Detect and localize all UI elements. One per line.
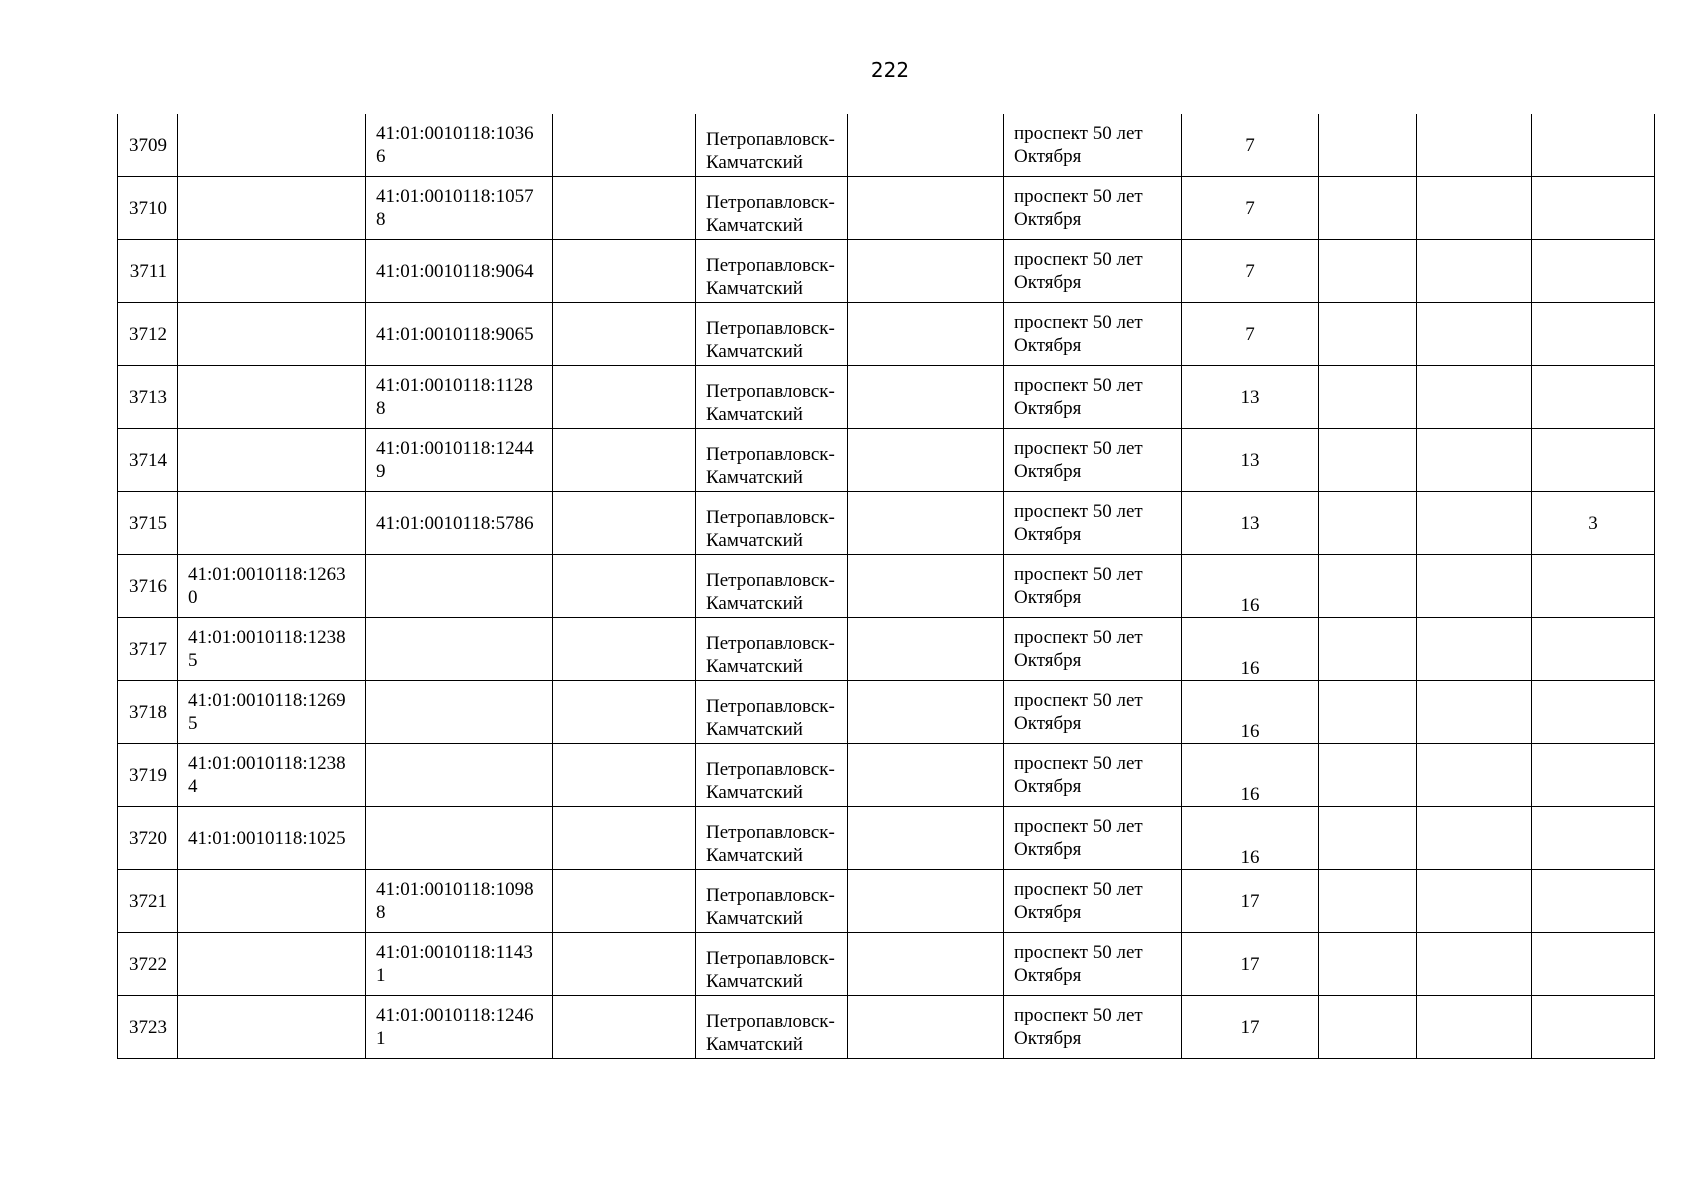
city-cell xyxy=(696,933,848,996)
house-number-text: 16 xyxy=(1240,784,1260,805)
street-cell xyxy=(1004,555,1182,618)
row-number-cell xyxy=(118,303,178,366)
empty-cell xyxy=(1319,303,1417,366)
city-cell xyxy=(696,618,848,681)
extra-value-cell xyxy=(1532,240,1655,303)
street-text: проспект 50 лет Октября xyxy=(1014,690,1143,734)
object-cadastral-text: 41:01:0010118:10988 xyxy=(376,879,534,923)
row-number-cell xyxy=(118,555,178,618)
row-number-text: 3712 xyxy=(129,323,167,345)
empty-cell xyxy=(553,177,696,240)
row-number-cell xyxy=(118,744,178,807)
house-number-cell xyxy=(1182,303,1319,366)
city-text: Петропавловск-Камчатский xyxy=(706,255,835,299)
empty-cell xyxy=(1417,933,1532,996)
object-cadastral-cell xyxy=(366,996,553,1059)
house-number-text: 7 xyxy=(1245,134,1255,156)
register-table xyxy=(117,114,1655,1059)
city-text: Петропавловск-Камчатский xyxy=(706,129,835,173)
empty-cell xyxy=(1417,366,1532,429)
house-number-text: 16 xyxy=(1240,658,1260,679)
land-cadastral-cell xyxy=(178,996,366,1059)
street-cell xyxy=(1004,618,1182,681)
city-cell xyxy=(696,681,848,744)
land-cadastral-text: 41:01:0010118:12384 xyxy=(188,753,346,797)
row-number-text: 3718 xyxy=(129,701,167,723)
house-number-cell xyxy=(1182,807,1319,870)
empty-cell xyxy=(1319,870,1417,933)
table-row xyxy=(118,744,1655,807)
row-number-text: 3715 xyxy=(129,512,167,534)
object-cadastral-text: 41:01:0010118:12461 xyxy=(376,1005,534,1049)
street-text: проспект 50 лет Октября xyxy=(1014,627,1143,671)
city-text: Петропавловск-Камчатский xyxy=(706,822,835,866)
land-cadastral-cell xyxy=(178,555,366,618)
empty-cell xyxy=(848,177,1004,240)
house-number-text: 13 xyxy=(1240,512,1260,534)
street-text: проспект 50 лет Октября xyxy=(1014,879,1143,923)
row-number-cell xyxy=(118,492,178,555)
extra-value-cell xyxy=(1532,555,1655,618)
empty-cell xyxy=(848,870,1004,933)
empty-cell xyxy=(1417,996,1532,1059)
object-cadastral-text: 41:01:0010118:12449 xyxy=(376,438,534,482)
street-text: проспект 50 лет Октября xyxy=(1014,1005,1143,1049)
extra-value-cell xyxy=(1532,303,1655,366)
extra-value-cell xyxy=(1532,996,1655,1059)
object-cadastral-cell xyxy=(366,807,553,870)
empty-cell xyxy=(1417,492,1532,555)
row-number-text: 3713 xyxy=(129,386,167,408)
house-number-cell xyxy=(1182,618,1319,681)
table-row xyxy=(118,240,1655,303)
empty-cell xyxy=(553,366,696,429)
row-number-cell xyxy=(118,366,178,429)
table-row xyxy=(118,996,1655,1059)
empty-cell xyxy=(1319,492,1417,555)
object-cadastral-cell xyxy=(366,240,553,303)
empty-cell xyxy=(1417,870,1532,933)
extra-value-cell xyxy=(1532,366,1655,429)
city-text: Петропавловск-Камчатский xyxy=(706,444,835,488)
house-number-text: 13 xyxy=(1240,449,1260,471)
empty-cell xyxy=(1319,429,1417,492)
empty-cell xyxy=(1319,114,1417,177)
house-number-text: 7 xyxy=(1245,323,1255,345)
table-row xyxy=(118,555,1655,618)
object-cadastral-text: 41:01:0010118:10366 xyxy=(376,123,534,167)
row-number-text: 3711 xyxy=(129,260,167,282)
house-number-cell xyxy=(1182,177,1319,240)
empty-cell xyxy=(553,492,696,555)
object-cadastral-text: 41:01:0010118:10578 xyxy=(376,186,534,230)
row-number-cell xyxy=(118,114,178,177)
row-number-cell xyxy=(118,618,178,681)
row-number-text: 3710 xyxy=(129,197,167,219)
row-number-cell xyxy=(118,177,178,240)
table-row xyxy=(118,681,1655,744)
object-cadastral-text: 41:01:0010118:5786 xyxy=(376,512,534,534)
street-cell xyxy=(1004,240,1182,303)
land-cadastral-cell xyxy=(178,744,366,807)
empty-cell xyxy=(553,240,696,303)
house-number-cell xyxy=(1182,492,1319,555)
object-cadastral-cell xyxy=(366,744,553,807)
city-cell xyxy=(696,303,848,366)
table-row xyxy=(118,177,1655,240)
street-text: проспект 50 лет Октября xyxy=(1014,249,1143,293)
land-cadastral-cell xyxy=(178,303,366,366)
street-cell xyxy=(1004,681,1182,744)
table-row xyxy=(118,114,1655,177)
row-number-cell xyxy=(118,807,178,870)
table-row xyxy=(118,807,1655,870)
city-text: Петропавловск-Камчатский xyxy=(706,885,835,929)
empty-cell xyxy=(553,933,696,996)
object-cadastral-text: 41:01:0010118:11431 xyxy=(376,942,533,986)
house-number-text: 16 xyxy=(1240,595,1260,616)
empty-cell xyxy=(848,618,1004,681)
table-row xyxy=(118,870,1655,933)
row-number-cell xyxy=(118,429,178,492)
street-cell xyxy=(1004,114,1182,177)
city-text: Петропавловск-Камчатский xyxy=(706,318,835,362)
land-cadastral-cell xyxy=(178,681,366,744)
city-text: Петропавловск-Камчатский xyxy=(706,570,835,614)
house-number-text: 16 xyxy=(1240,721,1260,742)
empty-cell xyxy=(553,114,696,177)
empty-cell xyxy=(1319,555,1417,618)
house-number-cell xyxy=(1182,555,1319,618)
table-row xyxy=(118,618,1655,681)
city-text: Петропавловск-Камчатский xyxy=(706,381,835,425)
land-cadastral-text: 41:01:0010118:12695 xyxy=(188,690,346,734)
empty-cell xyxy=(553,303,696,366)
extra-value-cell xyxy=(1532,114,1655,177)
street-cell xyxy=(1004,492,1182,555)
house-number-text: 16 xyxy=(1240,847,1260,868)
city-cell xyxy=(696,744,848,807)
house-number-cell xyxy=(1182,429,1319,492)
street-text: проспект 50 лет Октября xyxy=(1014,123,1143,167)
object-cadastral-cell xyxy=(366,870,553,933)
extra-value-cell xyxy=(1532,618,1655,681)
land-cadastral-cell xyxy=(178,429,366,492)
table-row xyxy=(118,492,1655,555)
empty-cell xyxy=(553,807,696,870)
object-cadastral-text: 41:01:0010118:9065 xyxy=(376,323,534,345)
empty-cell xyxy=(848,429,1004,492)
table-row xyxy=(118,366,1655,429)
city-text: Петропавловск-Камчатский xyxy=(706,948,835,992)
empty-cell xyxy=(848,807,1004,870)
extra-value-cell xyxy=(1532,933,1655,996)
house-number-cell xyxy=(1182,996,1319,1059)
empty-cell xyxy=(848,114,1004,177)
empty-cell xyxy=(1319,996,1417,1059)
empty-cell xyxy=(553,744,696,807)
object-cadastral-cell xyxy=(366,492,553,555)
extra-value-cell xyxy=(1532,492,1655,555)
object-cadastral-cell xyxy=(366,303,553,366)
row-number-cell xyxy=(118,681,178,744)
empty-cell xyxy=(1319,807,1417,870)
empty-cell xyxy=(848,366,1004,429)
empty-cell xyxy=(553,870,696,933)
object-cadastral-cell xyxy=(366,933,553,996)
empty-cell xyxy=(1417,744,1532,807)
object-cadastral-cell xyxy=(366,366,553,429)
row-number-text: 3721 xyxy=(129,890,167,912)
row-number-text: 3709 xyxy=(129,134,167,156)
house-number-cell xyxy=(1182,681,1319,744)
house-number-text: 7 xyxy=(1245,197,1255,219)
land-cadastral-text: 41:01:0010118:12385 xyxy=(188,627,346,671)
extra-value-cell xyxy=(1532,429,1655,492)
row-number-text: 3716 xyxy=(129,575,167,597)
empty-cell xyxy=(553,429,696,492)
street-text: проспект 50 лет Октября xyxy=(1014,564,1143,608)
object-cadastral-cell xyxy=(366,114,553,177)
row-number-text: 3723 xyxy=(129,1016,167,1038)
city-cell xyxy=(696,429,848,492)
object-cadastral-cell xyxy=(366,555,553,618)
empty-cell xyxy=(1319,366,1417,429)
city-cell xyxy=(696,177,848,240)
city-text: Петропавловск-Камчатский xyxy=(706,507,835,551)
street-cell xyxy=(1004,870,1182,933)
empty-cell xyxy=(1417,114,1532,177)
land-cadastral-cell xyxy=(178,114,366,177)
house-number-cell xyxy=(1182,870,1319,933)
empty-cell xyxy=(553,618,696,681)
empty-cell xyxy=(553,996,696,1059)
street-text: проспект 50 лет Октября xyxy=(1014,312,1143,356)
row-number-cell xyxy=(118,240,178,303)
land-cadastral-cell xyxy=(178,933,366,996)
land-cadastral-text: 41:01:0010118:12630 xyxy=(188,564,346,608)
empty-cell xyxy=(553,681,696,744)
house-number-text: 17 xyxy=(1240,953,1260,975)
street-cell xyxy=(1004,429,1182,492)
land-cadastral-cell xyxy=(178,870,366,933)
empty-cell xyxy=(1417,618,1532,681)
street-text: проспект 50 лет Октября xyxy=(1014,942,1143,986)
row-number-text: 3722 xyxy=(129,953,167,975)
house-number-cell xyxy=(1182,933,1319,996)
register-table-body xyxy=(118,114,1655,1059)
city-text: Петропавловск-Камчатский xyxy=(706,696,835,740)
street-cell xyxy=(1004,177,1182,240)
row-number-text: 3714 xyxy=(129,449,167,471)
house-number-cell xyxy=(1182,366,1319,429)
empty-cell xyxy=(848,996,1004,1059)
empty-cell xyxy=(1417,807,1532,870)
house-number-cell xyxy=(1182,240,1319,303)
object-cadastral-cell xyxy=(366,429,553,492)
empty-cell xyxy=(1417,555,1532,618)
page-number: 222 xyxy=(870,58,910,82)
city-cell xyxy=(696,492,848,555)
empty-cell xyxy=(848,681,1004,744)
street-cell xyxy=(1004,366,1182,429)
row-number-cell xyxy=(118,933,178,996)
land-cadastral-cell xyxy=(178,807,366,870)
empty-cell xyxy=(848,933,1004,996)
row-number-cell xyxy=(118,870,178,933)
city-cell xyxy=(696,807,848,870)
city-text: Петропавловск-Камчатский xyxy=(706,633,835,677)
house-number-text: 17 xyxy=(1240,1016,1260,1038)
city-cell xyxy=(696,996,848,1059)
empty-cell xyxy=(1417,429,1532,492)
empty-cell xyxy=(1319,177,1417,240)
object-cadastral-cell xyxy=(366,177,553,240)
object-cadastral-cell xyxy=(366,618,553,681)
empty-cell xyxy=(1319,744,1417,807)
table-row xyxy=(118,933,1655,996)
street-cell xyxy=(1004,996,1182,1059)
empty-cell xyxy=(848,744,1004,807)
empty-cell xyxy=(848,303,1004,366)
house-number-text: 7 xyxy=(1245,260,1255,282)
row-number-text: 3719 xyxy=(129,764,167,786)
extra-value-text: 3 xyxy=(1588,512,1598,534)
city-cell xyxy=(696,240,848,303)
street-text: проспект 50 лет Октября xyxy=(1014,438,1143,482)
house-number-text: 17 xyxy=(1240,890,1260,912)
empty-cell xyxy=(1319,681,1417,744)
empty-cell xyxy=(1319,240,1417,303)
empty-cell xyxy=(553,555,696,618)
extra-value-cell xyxy=(1532,807,1655,870)
street-text: проспект 50 лет Октября xyxy=(1014,816,1143,860)
row-number-cell xyxy=(118,996,178,1059)
empty-cell xyxy=(848,492,1004,555)
city-cell xyxy=(696,870,848,933)
house-number-text: 13 xyxy=(1240,386,1260,408)
extra-value-cell xyxy=(1532,177,1655,240)
empty-cell xyxy=(1319,618,1417,681)
land-cadastral-cell xyxy=(178,492,366,555)
land-cadastral-text: 41:01:0010118:1025 xyxy=(188,827,346,849)
city-text: Петропавловск-Камчатский xyxy=(706,1011,835,1055)
house-number-cell xyxy=(1182,744,1319,807)
street-cell xyxy=(1004,303,1182,366)
street-cell xyxy=(1004,744,1182,807)
object-cadastral-text: 41:01:0010118:9064 xyxy=(376,260,534,282)
object-cadastral-cell xyxy=(366,681,553,744)
street-cell xyxy=(1004,807,1182,870)
street-text: проспект 50 лет Октября xyxy=(1014,501,1143,545)
empty-cell xyxy=(848,240,1004,303)
empty-cell xyxy=(848,555,1004,618)
street-text: проспект 50 лет Октября xyxy=(1014,753,1143,797)
empty-cell xyxy=(1417,177,1532,240)
row-number-text: 3720 xyxy=(129,827,167,849)
object-cadastral-text: 41:01:0010118:11288 xyxy=(376,375,533,419)
street-text: проспект 50 лет Октября xyxy=(1014,186,1143,230)
empty-cell xyxy=(1319,933,1417,996)
house-number-cell xyxy=(1182,114,1319,177)
empty-cell xyxy=(1417,681,1532,744)
row-number-text: 3717 xyxy=(129,638,167,660)
extra-value-cell xyxy=(1532,744,1655,807)
city-cell xyxy=(696,114,848,177)
city-cell xyxy=(696,366,848,429)
table-row xyxy=(118,303,1655,366)
extra-value-cell xyxy=(1532,681,1655,744)
extra-value-cell xyxy=(1532,870,1655,933)
land-cadastral-cell xyxy=(178,618,366,681)
land-cadastral-cell xyxy=(178,177,366,240)
city-text: Петропавловск-Камчатский xyxy=(706,759,835,803)
city-cell xyxy=(696,555,848,618)
street-text: проспект 50 лет Октября xyxy=(1014,375,1143,419)
land-cadastral-cell xyxy=(178,366,366,429)
land-cadastral-cell xyxy=(178,240,366,303)
empty-cell xyxy=(1417,240,1532,303)
table-row xyxy=(118,429,1655,492)
empty-cell xyxy=(1417,303,1532,366)
street-cell xyxy=(1004,933,1182,996)
city-text: Петропавловск-Камчатский xyxy=(706,192,835,236)
